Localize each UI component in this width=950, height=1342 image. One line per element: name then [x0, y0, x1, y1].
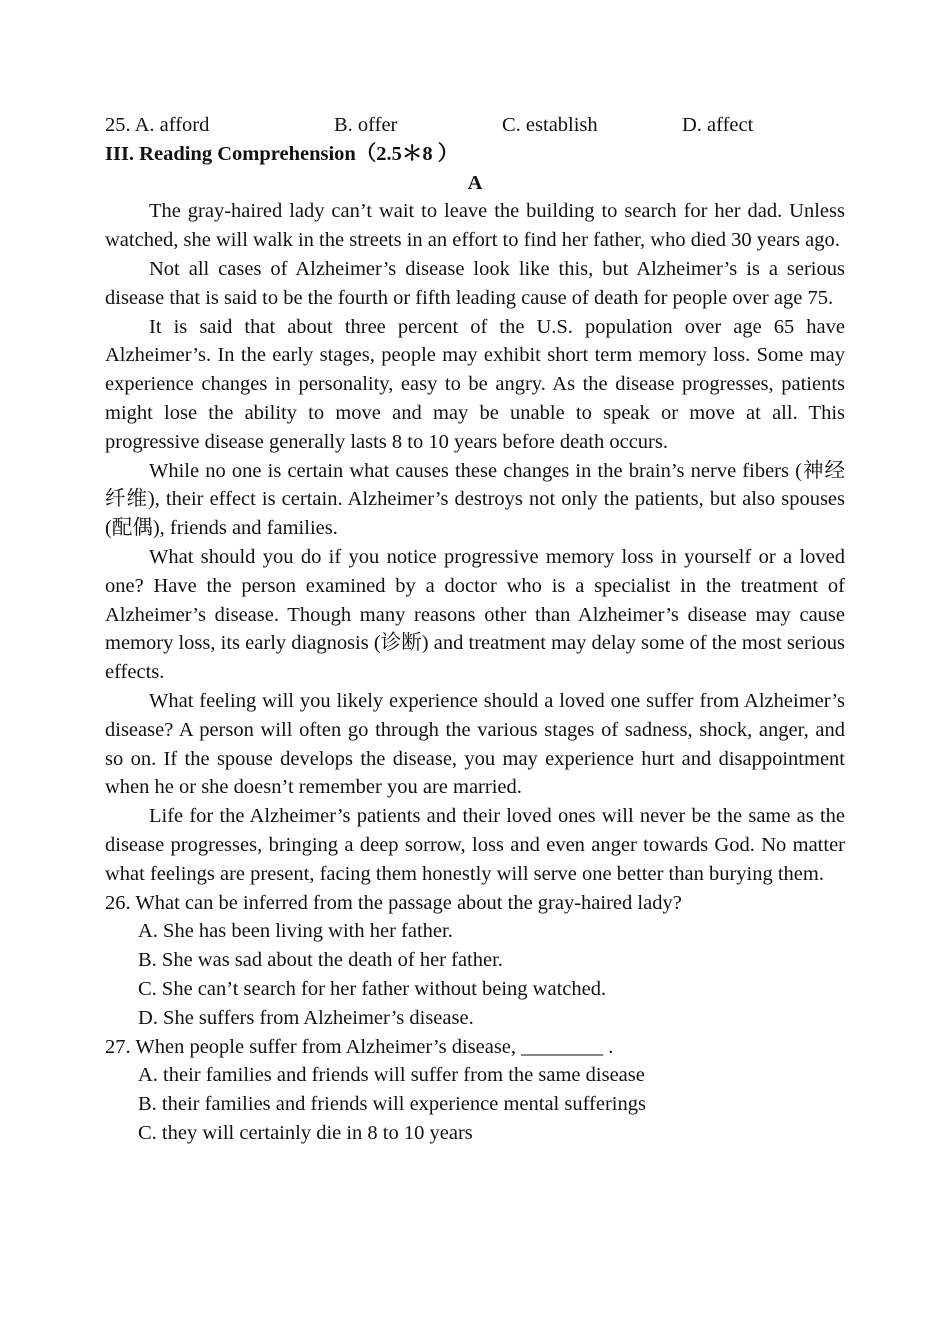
option-a: 25. A. afford [105, 114, 210, 136]
question-25-options [105, 111, 845, 140]
answer-choice: A. She has been living with her father. [138, 920, 453, 943]
question-27 [105, 1033, 845, 1148]
answer-choice: B. She was sad about the death of her father. [138, 949, 503, 972]
question-stem: 27. When people suffer from Alzheimer’s disease, ________ . [105, 1035, 614, 1058]
passage-title: A [467, 171, 483, 194]
paragraph: Life for the Alzheimer’s patients and their loved ones will never be the same as the disease progresses, bringing a deep sorrow, loss and even anger towards God. No matter what feelings are present, facing them honestly will serve one better than burying them. [105, 805, 845, 885]
answer-choice: A. their families and friends will suffer from the same disease [138, 1064, 645, 1087]
document-page [105, 111, 845, 1148]
paragraph: What feeling will you likely experience should a loved one suffer from Alzheimer’s disease? A person will often go through the various stages of sadness, shock, anger, and so on. If the spouse develops the disease, you may experience hurt and disappointment when he or she doesn’t remember you are married. [105, 689, 845, 799]
paragraph: What should you do if you notice progressive memory loss in yourself or a loved one? Have the person examined by a doctor who is a specialist in the treatment of Alzheimer’s disease. Though many reasons other than Alzheimer’s disease may cause memory loss, its early diagnosis (诊断) and treatment may delay some of the most serious effects. [105, 545, 845, 684]
section-title: III. Reading Comprehension（2.5＊8 ） [105, 142, 459, 165]
paragraph: Not all cases of Alzheimer’s disease look like this, but Alzheimer’s is a serious disease that is said to be the fourth or fifth leading cause of death for people over age 75. [105, 257, 845, 309]
answer-choice: D. She suffers from Alzheimer’s disease. [138, 1006, 474, 1029]
passage-body [105, 197, 845, 888]
option-c: C. establish [502, 114, 598, 136]
question-26 [105, 889, 845, 1033]
paragraph: While no one is certain what causes these changes in the brain’s nerve fibers (神经纤维), their effect is certain. Alzheimer’s destroys not only the patients, but also spouses (配偶), friends and families. [105, 459, 845, 540]
answer-choice: C. they will certainly die in 8 to 10 years [138, 1121, 473, 1144]
paragraph: The gray-haired lady can’t wait to leave the building to search for her dad. Unless watched, she will walk in the streets in an effort to find her father, who died 30 years ago. [105, 200, 845, 252]
answer-choice: B. their families and friends will experience mental sufferings [138, 1093, 646, 1116]
option-b: B. offer [334, 114, 398, 136]
answer-choice: C. She can’t search for her father without being watched. [138, 977, 607, 1000]
option-d: D. affect [682, 114, 754, 136]
question-stem: 26. What can be inferred from the passage about the gray-haired lady? [105, 891, 682, 914]
paragraph: It is said that about three percent of the U.S. population over age 65 have Alzheimer’s. In the early stages, people may exhibit short term memory loss. Some may experience changes in personality, easy to be angry. As the disease progresses, patients might lose the ability to move and may be unable to speak or move at all. This progressive disease generally lasts 8 to 10 years before death occurs. [105, 315, 845, 453]
